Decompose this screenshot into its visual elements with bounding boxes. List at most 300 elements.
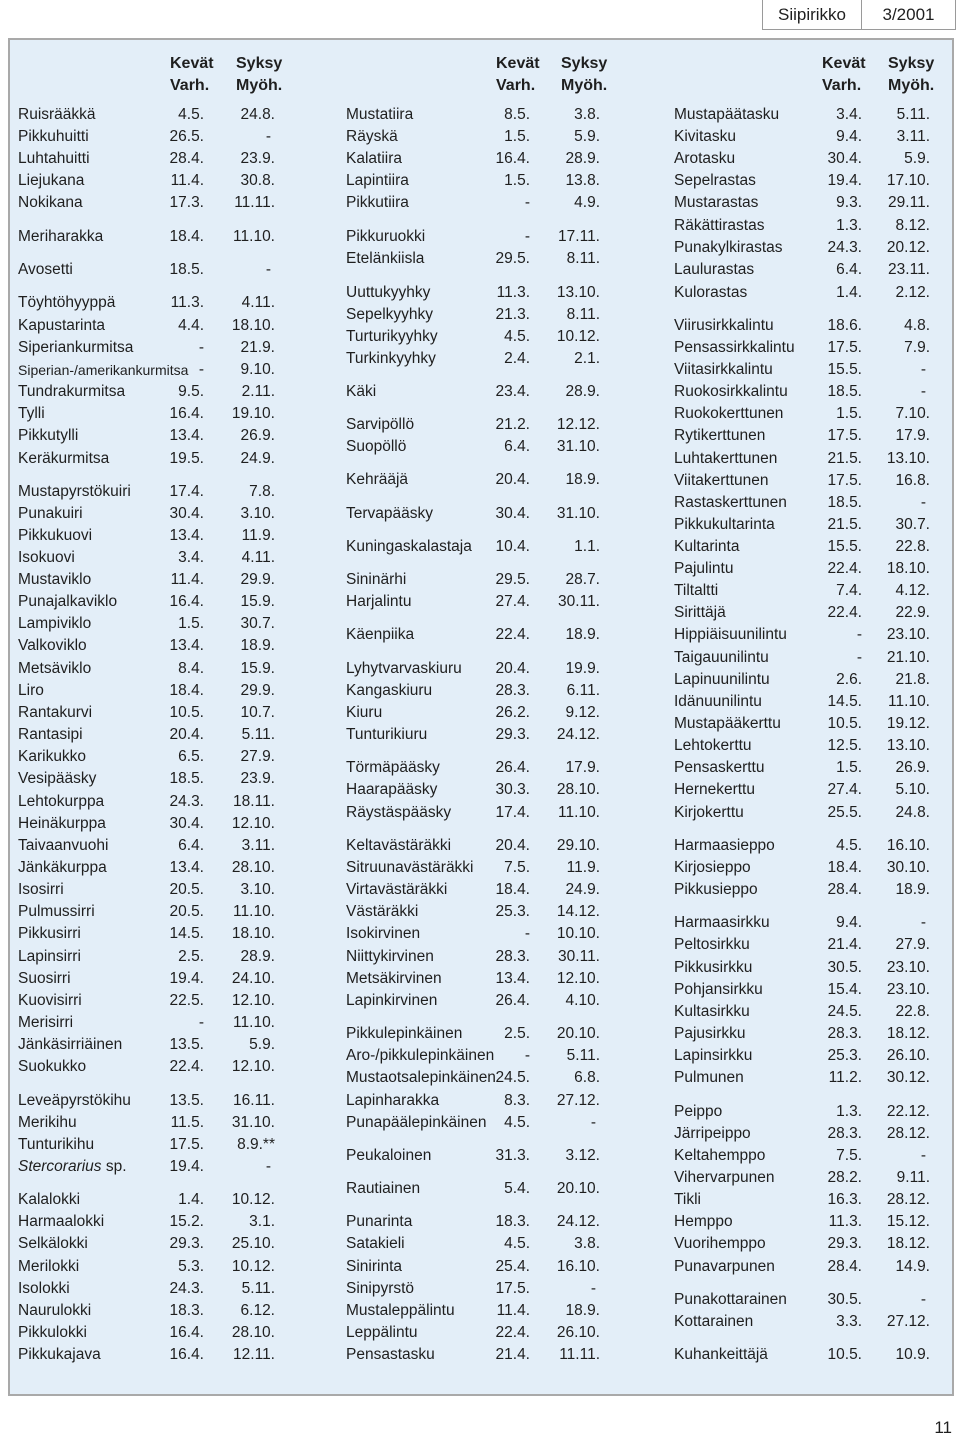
list-item [674,1145,930,1167]
list-item [18,292,275,314]
list-item [674,315,930,337]
spring-earliest-date: 30.4. [827,150,862,167]
species-name: Kivitasku [674,128,737,145]
autumn-latest-date: 8.11. [566,250,600,267]
species-name: Käki [346,383,377,400]
species-name: Harmaasieppo [674,837,775,854]
species-name: Peukaloinen [346,1147,432,1164]
header-syksy: Syksy [888,55,935,72]
species-name: Lyhytvarvaskiuru [346,660,462,677]
spring-earliest-date: 11.3. [496,284,530,301]
spring-earliest-date: 6.4. [836,261,862,278]
spring-earliest-date: 13.4. [169,527,204,544]
spring-earliest-date: 4.5. [178,106,204,123]
species-name: Sarvipöllö [346,416,415,433]
autumn-latest-date: 31.10. [556,505,600,522]
list-item [346,126,600,148]
autumn-latest-date: - [920,1147,926,1164]
spring-earliest-date: 21.5. [827,516,862,533]
species-name: Hemppo [674,1213,733,1230]
spring-earliest-date: 24.3. [827,239,862,256]
spring-earliest-date: 28.3. [827,1025,862,1042]
list-item [346,968,600,990]
autumn-latest-date: 27.12. [886,1313,930,1330]
autumn-latest-date: 12.10. [231,992,275,1009]
list-item [18,680,275,702]
spring-earliest-date: 9.5. [178,383,204,400]
autumn-latest-date: - [265,1158,271,1175]
publication-name: Siipirikko [763,0,862,29]
species-name: Vesipääsky [18,770,97,787]
species-name: Haarapääsky [346,781,438,798]
autumn-latest-date: 20.10. [556,1025,600,1042]
species-name: Pulmunen [674,1069,744,1086]
species-name: Mustaleppälintu [346,1302,455,1319]
header-varh: Varh. [170,77,210,94]
list-item [674,381,930,403]
autumn-latest-date: 31.10. [231,1114,275,1131]
list-item [346,192,600,214]
spring-earliest-date: 3.4. [836,106,862,123]
species-name: Rytikerttunen [674,427,766,444]
species-name: Isosirri [18,881,64,898]
species-name: Karikukko [18,748,87,765]
list-item [346,1233,600,1255]
autumn-latest-date: - [590,1280,596,1297]
list-item [674,979,930,1001]
species-name: Viitasirkkalintu [674,361,773,378]
species-name: Räystäspääsky [346,804,452,821]
list-item [18,1034,275,1056]
list-item [346,1090,600,1112]
spring-earliest-date: 21.5. [827,450,862,467]
species-name: Heinäkurppa [18,815,106,832]
species-name: Jänkäsirriäinen [18,1036,123,1053]
species-name: Mustaviklo [18,571,92,588]
list-item [674,215,930,237]
species-name: Tiltaltti [674,582,719,599]
autumn-latest-date: 27.12. [556,1092,600,1109]
list-item [346,1067,600,1089]
species-name: Punarinta [346,1213,413,1230]
species-name: Kalatiira [346,150,402,167]
spring-earliest-date: 16.4. [169,593,204,610]
autumn-latest-date: 3.10. [240,505,275,522]
list-item [18,835,275,857]
species-name: Punapäälepinkäinen [346,1114,487,1131]
species-name: Niittykirvinen [346,948,434,965]
list-item [346,923,600,945]
species-name: Vuorihemppo [674,1235,766,1252]
autumn-latest-date: 10.10. [556,925,600,942]
autumn-latest-date: 24.9. [240,450,275,467]
list-item [346,724,600,746]
spring-earliest-date: 13.4. [169,427,204,444]
spring-earliest-date: 2.4. [504,350,530,367]
list-item [346,680,600,702]
spring-earliest-date: 3.3. [836,1313,862,1330]
spring-earliest-date: 16.4. [495,150,530,167]
list-item [18,126,275,148]
list-item [674,492,930,514]
spring-earliest-date: 15.2. [169,1213,204,1230]
list-item [18,1300,275,1322]
list-item [346,1322,600,1344]
species-name: Leveäpyrstökihu [18,1092,131,1109]
species-name: Kiuru [346,704,383,721]
spring-earliest-date: 28.3. [495,682,530,699]
list-item [18,591,275,613]
spring-earliest-date: 4.5. [504,1114,530,1131]
list-item [674,148,930,170]
species-name: Järripeippo [674,1125,751,1142]
autumn-latest-date: 11.10. [233,1014,275,1031]
species-name: Taigauunilintu [674,649,769,666]
spring-earliest-date: 29.5. [495,571,530,588]
autumn-latest-date: 9.12. [565,704,600,721]
list-item [18,359,275,381]
spring-earliest-date: - [524,1047,530,1064]
autumn-latest-date: 28.10. [231,859,275,876]
species-name-suffix: sp. [101,1158,127,1175]
list-item [18,148,275,170]
autumn-latest-date: 30.11. [558,593,600,610]
species-name: Pohjansirkku [674,981,763,998]
species-name: Aro-/pikkulepinkäinen [346,1047,495,1064]
spring-earliest-date: 17.5. [827,427,862,444]
species-name: Merikihu [18,1114,77,1131]
list-item [674,1289,930,1311]
list-item [674,713,930,735]
spring-earliest-date: - [524,925,530,942]
spring-earliest-date: 1.4. [178,1191,204,1208]
spring-earliest-date: 19.4. [169,970,204,987]
autumn-latest-date: 18.9. [565,626,600,643]
species-name: Kirjokerttu [674,804,744,821]
spring-earliest-date: 4.5. [836,837,862,854]
header-myoh: Myöh. [561,77,608,94]
spring-earliest-date: 3.4. [178,549,204,566]
spring-earliest-date: 5.4. [504,1180,530,1197]
autumn-latest-date: 19.9. [565,660,600,677]
spring-earliest-date: - [856,626,862,643]
autumn-latest-date: 10.12. [231,1191,275,1208]
list-item [674,448,930,470]
spring-earliest-date: 15.5. [827,538,862,555]
species-name: Törmäpääsky [346,759,440,776]
list-item [18,658,275,680]
autumn-latest-date: - [920,383,926,400]
spring-earliest-date: 24.5. [495,1069,530,1086]
list-item [674,934,930,956]
list-item [18,337,275,359]
list-item [674,735,930,757]
species-name: Pikkulokki [18,1324,87,1341]
spring-earliest-date: 7.5. [504,859,530,876]
autumn-latest-date: 18.9. [240,637,275,654]
autumn-latest-date: 8.11. [566,306,600,323]
autumn-latest-date: 4.11. [241,549,275,566]
autumn-latest-date: 10.12. [231,1258,275,1275]
autumn-latest-date: 22.8. [895,538,930,555]
autumn-latest-date: 3.8. [574,106,600,123]
species-name: Arotasku [674,150,736,167]
spring-earliest-date: 30.3. [495,781,530,798]
list-item [18,170,275,192]
spring-earliest-date: 18.5. [827,383,862,400]
species-name: Lehtokerttu [674,737,752,754]
species-name: Pikkukultarinta [674,516,775,533]
autumn-latest-date: 12.12. [556,416,600,433]
spring-earliest-date: 11.4. [496,1302,530,1319]
spring-earliest-date: 18.4. [169,228,204,245]
list-item [18,226,275,248]
autumn-latest-date: 28.12. [886,1191,930,1208]
list-item [18,192,275,214]
spring-earliest-date: 7.5. [836,1147,862,1164]
spring-earliest-date: 2.5. [504,1025,530,1042]
species-name: Rautiainen [346,1180,421,1197]
autumn-latest-date: 22.12. [886,1103,930,1120]
autumn-latest-date: 30.7. [895,516,930,533]
autumn-latest-date: 11.10. [888,693,930,710]
autumn-latest-date: 30.8. [240,172,275,189]
species-name: Ruisrääkkä [18,106,96,123]
list-item [346,436,600,458]
autumn-latest-date: 29.11. [888,194,930,211]
species-name: Punakylkirastas [674,239,783,256]
species-name: Uuttukyyhky [346,284,431,301]
header-kevat: Kevät [822,55,866,72]
autumn-latest-date: 20.12. [886,239,930,256]
autumn-latest-date: 15.9. [240,593,275,610]
species-name: Kulorastas [674,284,748,301]
autumn-latest-date: 13.10. [556,284,600,301]
spring-earliest-date: - [524,228,530,245]
autumn-latest-date: 2.11. [241,383,275,400]
spring-earliest-date: 28.4. [169,150,204,167]
species-name: Pajulintu [674,560,734,577]
list-item [674,359,930,381]
autumn-latest-date: 21.10. [886,649,930,666]
species-name: Liro [18,682,44,699]
spring-earliest-date: 29.3. [169,1235,204,1252]
autumn-latest-date: 21.8. [895,671,930,688]
list-item [346,469,600,491]
spring-earliest-date: 11.4. [170,571,204,588]
autumn-latest-date: 18.10. [231,317,275,334]
autumn-latest-date: 11.10. [233,903,275,920]
list-item [346,170,600,192]
autumn-latest-date: 19.10. [231,405,275,422]
spring-earliest-date: 29.5. [495,250,530,267]
autumn-latest-date: 28.7. [565,571,600,588]
spring-earliest-date: 28.4. [827,881,862,898]
spring-earliest-date: 16.4. [169,405,204,422]
list-item [674,104,930,126]
list-item [674,1311,930,1333]
species-name: Valkoviklo [18,637,87,654]
species-name: Virtavästäräkki [346,881,448,898]
autumn-latest-date: 24.12. [556,726,600,743]
autumn-latest-date: 3.1. [249,1213,275,1230]
spring-earliest-date: 1.5. [504,172,530,189]
species-name: Lapinsirri [18,948,81,965]
autumn-latest-date: 27.9. [240,748,275,765]
spring-earliest-date: 18.5. [827,494,862,511]
species-name: Kangaskiuru [346,682,433,699]
autumn-latest-date: 12.10. [231,1058,275,1075]
list-item [674,1189,930,1211]
spring-earliest-date: 28.4. [827,1258,862,1275]
species-name: Ruokosirkkalintu [674,383,788,400]
autumn-latest-date: 17.10. [886,172,930,189]
list-item [346,1256,600,1278]
list-item [674,282,930,304]
autumn-latest-date: 15.12. [886,1213,930,1230]
spring-earliest-date: 15.4. [827,981,862,998]
list-item [18,1012,275,1034]
species-name: Pikkulepinkäinen [346,1025,463,1042]
spring-earliest-date: 15.5. [827,361,862,378]
autumn-latest-date: 11.10. [233,228,275,245]
spring-earliest-date: 13.5. [169,1092,204,1109]
list-item [674,624,930,646]
autumn-latest-date: 12.10. [556,970,600,987]
spring-earliest-date: 8.4. [178,660,204,677]
autumn-latest-date: 30.11. [558,948,600,965]
autumn-latest-date: 31.10. [556,438,600,455]
spring-earliest-date: 13.4. [169,637,204,654]
species-name: Pensastasku [346,1346,435,1363]
species-name: Pikkukuovi [18,527,93,544]
header-box [762,0,956,30]
species-name: Nokikana [18,194,83,211]
spring-earliest-date: 25.3. [495,903,530,920]
species-name: Pikkuhuitti [18,128,89,145]
species-name: Tylli [18,405,45,422]
list-item [674,558,930,580]
autumn-latest-date: 5.11. [241,726,275,743]
spring-earliest-date: 30.4. [169,815,204,832]
autumn-latest-date: 23.11. [888,261,930,278]
species-name: Sirittäjä [674,604,726,621]
list-item [18,1156,275,1178]
autumn-latest-date: 5.11. [241,1280,275,1297]
list-item [346,569,600,591]
list-item [674,514,930,536]
species-name [18,1156,127,1178]
autumn-latest-date: 10.12. [556,328,600,345]
autumn-latest-date: 26.9. [895,759,930,776]
spring-earliest-date: 22.5. [169,992,204,1009]
list-item [18,1211,275,1233]
spring-earliest-date: 30.4. [495,505,530,522]
species-name: Mustarastas [674,194,759,211]
spring-earliest-date: 6.4. [178,837,204,854]
autumn-latest-date: - [920,914,926,931]
species-name: Harjalintu [346,593,412,610]
list-item [18,813,275,835]
autumn-latest-date: 7.9. [904,339,930,356]
spring-earliest-date: 17.4. [495,804,530,821]
autumn-latest-date: 3.12. [565,1147,600,1164]
species-name: Mustatiira [346,106,414,123]
species-name: Siperian-/amerikankurmitsa [18,362,189,378]
autumn-latest-date: 18.10. [886,560,930,577]
spring-earliest-date: 8.5. [504,106,530,123]
autumn-latest-date: 18.12. [886,1025,930,1042]
autumn-latest-date: 26.10. [556,1324,600,1341]
species-name: Satakieli [346,1235,405,1252]
species-name: Lapinkirvinen [346,992,438,1009]
list-item [18,635,275,657]
species-name: Tunturikiuru [346,726,428,743]
list-item [18,569,275,591]
species-name: Kultasirkku [674,1003,750,1020]
spring-earliest-date: 16.3. [827,1191,862,1208]
list-item [18,1256,275,1278]
autumn-latest-date: 13.10. [886,737,930,754]
spring-earliest-date: 1.5. [504,128,530,145]
spring-earliest-date: 30.5. [827,1291,862,1308]
header-kevat: Kevät [170,55,214,72]
species-name: Pulmussirri [18,903,95,920]
autumn-latest-date: 5.11. [566,1047,600,1064]
autumn-latest-date: 23.10. [886,981,930,998]
list-item [346,381,600,403]
autumn-latest-date: - [265,261,271,278]
list-item [18,1112,275,1134]
species-name: Sinirinta [346,1258,402,1275]
spring-earliest-date: 1.3. [836,1103,862,1120]
list-item [346,326,600,348]
list-item [346,536,600,558]
autumn-latest-date: 8.9.** [237,1136,275,1153]
autumn-latest-date: 11.9. [241,527,275,544]
species-name: Kuningaskalastaja [346,538,472,555]
spring-earliest-date: 12.5. [827,737,862,754]
list-item [18,968,275,990]
spring-earliest-date: 9.3. [836,194,862,211]
species-name: Kapustarinta [18,317,106,334]
list-item [18,448,275,470]
species-name: Punavarpunen [674,1258,775,1275]
spring-earliest-date: 30.5. [827,959,862,976]
list-item [674,912,930,934]
list-item [674,1123,930,1145]
species-name: Räkättirastas [674,217,765,234]
list-item [346,503,600,525]
species-name: Pikkuruokki [346,228,426,245]
species-name: Turturikyyhky [346,328,438,345]
list-item [346,1344,600,1366]
autumn-latest-date: 13.10. [886,450,930,467]
spring-earliest-date: 11.5. [170,1114,204,1131]
autumn-latest-date: 3.11. [896,128,930,145]
spring-earliest-date: 17.5. [827,472,862,489]
spring-earliest-date: 18.3. [169,1302,204,1319]
list-item [346,148,600,170]
spring-earliest-date: 5.3. [178,1258,204,1275]
spring-earliest-date: 17.5. [495,1280,530,1297]
species-name: Tunturikihu [18,1136,95,1153]
autumn-latest-date: 18.12. [886,1235,930,1252]
species-name: Suokukko [18,1058,87,1075]
autumn-latest-date: 29.9. [240,682,275,699]
spring-earliest-date: 28.3. [827,1125,862,1142]
list-item [674,669,930,691]
